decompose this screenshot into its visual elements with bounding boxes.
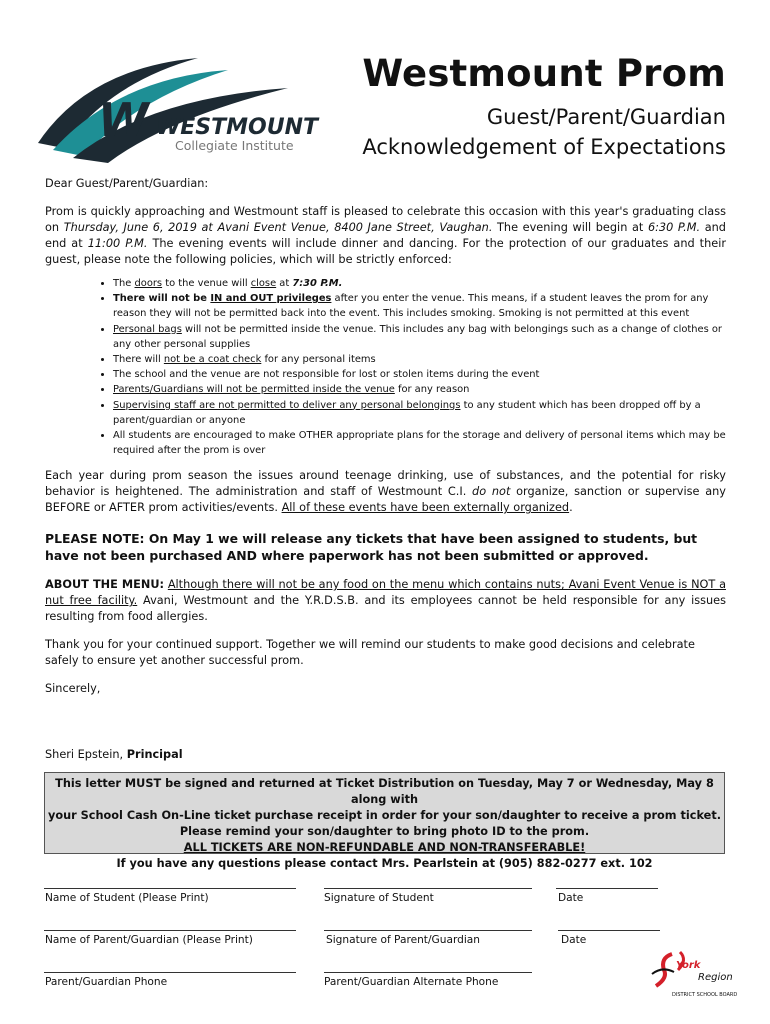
logo-subtitle: Collegiate Institute xyxy=(175,138,294,153)
page-title: Westmount Prom xyxy=(362,52,726,95)
notice-line: Please remind your son/daughter to bring photo ID to the prom. xyxy=(179,825,590,838)
menu-paragraph: ABOUT THE MENU: Although there will not be any food on the menu which contains nuts; Avani Event Venue is NOT a nut free facility. Avani, Westmount and the Y.R.D.S.B. and its employees cannot be held responsible for any issues resulting from food allergies. xyxy=(45,578,727,624)
student-name-line[interactable] xyxy=(44,888,296,889)
student-signature-line[interactable] xyxy=(324,888,532,889)
page-subtitle-1: Guest/Parent/Guardian xyxy=(486,105,726,129)
please-note: PLEASE NOTE: On May 1 we will release any tickets that have been assigned to students, but have not been purchased AND where paperwork has not been submitted or approved. xyxy=(45,531,698,564)
parent-alt-phone-line[interactable] xyxy=(324,972,532,973)
drinking-paragraph: Each year during prom season the issues around teenage drinking, use of substances, and the potential for risky behavior is heightened. The administration and staff of Westmount C.I. do not organize, sanction or supervise any BEFORE or AFTER prom activities/events. All of these events have been externally organized. xyxy=(45,469,726,515)
list-item: • All students are encouraged to make OTHER appropriate plans for the storage and delivery of personal items which may be required after the prom is over xyxy=(113,428,726,458)
notice-line: This letter MUST be signed and returned at Ticket Distribution on Tuesday, May 7 or Wednesday, May 8 along with xyxy=(55,777,714,806)
title-block xyxy=(362,52,726,162)
parent-signature-label: Signature of Parent/Guardian xyxy=(326,934,480,946)
list-item: • There will not be IN and OUT privileges after you enter the venue. This means, if a student leaves the prom for any reason they will not be permitted back into the event. This includes smoking. Smoking is not permitted at this event xyxy=(113,291,726,321)
notice-line: If you have any questions please contact Mrs. Pearlstein at (905) 882-0277 ext. 102 xyxy=(116,857,653,870)
list-item: • Parents/Guardians will not be permitted inside the venue for any reason xyxy=(113,382,726,397)
board-logo-word1: York xyxy=(676,960,701,971)
page-subtitle-2: Acknowledgement of Expectations xyxy=(362,135,726,159)
list-item: • Supervising staff are not permitted to deliver any personal belongings to any student which has been dropped off by a parent/guardian or anyone xyxy=(113,398,726,428)
parent-name-line[interactable] xyxy=(44,930,296,931)
york-region-logo xyxy=(642,944,742,1004)
date-line-1[interactable] xyxy=(556,888,658,889)
logo-letter: W xyxy=(98,93,149,147)
letter-body xyxy=(45,176,726,697)
thanks-paragraph: Thank you for your continued support. Together we will remind our students to make good decisions and celebrate safely to ensure yet another successful prom. xyxy=(45,638,695,668)
date-label-2: Date xyxy=(561,934,587,946)
logo-name: WESTMOUNT xyxy=(156,115,319,140)
date-label-1: Date xyxy=(558,892,584,904)
list-item: • There will not be a coat check for any personal items xyxy=(113,352,726,367)
list-item: • The doors to the venue will close at 7:30 P.M. xyxy=(113,276,726,291)
notice-box xyxy=(44,772,725,870)
parent-signature-line[interactable] xyxy=(324,930,532,931)
policy-list xyxy=(45,276,726,458)
student-signature-label: Signature of Student xyxy=(324,892,434,904)
parent-name-label: Name of Parent/Guardian (Please Print) xyxy=(45,934,253,946)
list-item: • Personal bags will not be permitted inside the venue. This includes any bag with belongings such as a change of clothes or any other personal supplies xyxy=(113,322,726,352)
parent-alt-phone-label: Parent/Guardian Alternate Phone xyxy=(324,976,499,988)
greeting: Dear Guest/Parent/Guardian: xyxy=(45,177,209,190)
westmount-logo xyxy=(28,48,328,168)
parent-phone-line[interactable] xyxy=(44,972,296,973)
date-line-2[interactable] xyxy=(558,930,660,931)
board-logo-word2: Region xyxy=(698,972,733,983)
parent-phone-label: Parent/Guardian Phone xyxy=(45,976,168,988)
notice-line: your School Cash On-Line ticket purchase receipt in order for your son/daughter to receive a prom ticket. xyxy=(47,809,722,822)
intro-paragraph: Prom is quickly approaching and Westmount staff is pleased to celebrate this occasion with this year's graduating class on Thursday, June 6, 2019 at Avani Event Venue, 8400 Jane Street, Vaughan. The evening will begin at 6:30 P.M. and end at 11:00 P.M. The evening events will include dinner and dancing. For the protection of our graduates and their guest, please note the following policies, which will be strictly enforced: xyxy=(45,205,726,266)
list-item: • The school and the venue are not responsible for lost or stolen items during the event xyxy=(113,367,726,382)
closing: Sincerely, xyxy=(45,682,101,696)
student-name-label: Name of Student (Please Print) xyxy=(45,892,209,904)
notice-line: ALL TICKETS ARE NON-REFUNDABLE AND NON-TRANSFERABLE! xyxy=(183,841,586,854)
signer: Sheri Epstein, Principal xyxy=(45,748,183,761)
board-logo-word3: DISTRICT SCHOOL BOARD xyxy=(672,992,738,998)
